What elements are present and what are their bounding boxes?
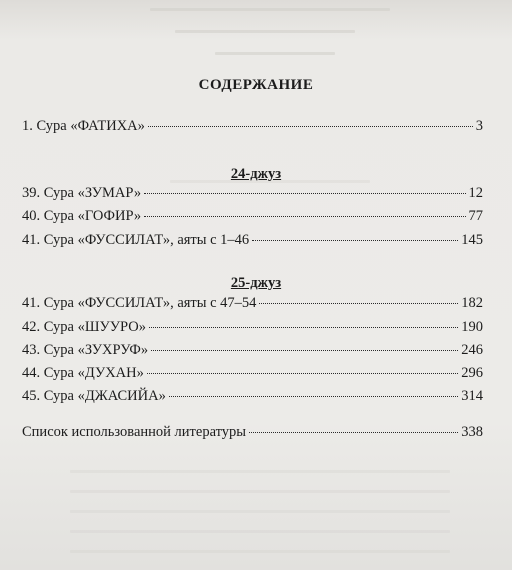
dot-leader (149, 327, 458, 328)
toc-entry-label: 44. Сура «ДУХАН» (22, 365, 144, 381)
toc-entry-fatiha[interactable] (22, 117, 483, 135)
toc-entry-label: 39. Сура «ЗУМАР» (22, 185, 142, 201)
toc-entry-page: 190 (461, 319, 483, 335)
dot-leader (169, 396, 458, 397)
toc-entry-page: 145 (461, 232, 483, 248)
toc-entry[interactable] (22, 231, 483, 249)
toc-entry[interactable] (22, 364, 483, 382)
toc-entry-page: 314 (461, 388, 483, 404)
toc-entry-label: 41. Сура «ФУССИЛАТ», аяты с 1–46 (22, 232, 250, 248)
dot-leader (249, 432, 458, 433)
toc-entry-bibliography[interactable] (22, 423, 483, 441)
toc-entry-page: 338 (461, 424, 483, 440)
toc-entry-page: 77 (468, 208, 483, 224)
toc-entry-page: 182 (461, 295, 483, 311)
section-heading-25: 25-джуз (230, 275, 282, 291)
dot-leader (151, 350, 458, 351)
dot-leader (148, 126, 473, 127)
dot-leader (144, 193, 465, 194)
toc-entry[interactable] (22, 318, 483, 336)
toc-entry[interactable] (22, 294, 483, 312)
toc-entry-label: Список использованной литературы (22, 424, 247, 440)
toc-entry[interactable] (22, 341, 483, 359)
toc-entry-label: 41. Сура «ФУССИЛАТ», аяты с 47–54 (22, 295, 257, 311)
dot-leader (259, 303, 458, 304)
toc-entry[interactable] (22, 184, 483, 202)
dot-leader (147, 373, 458, 374)
toc-entry-page: 246 (461, 342, 483, 358)
toc-entry-page: 3 (475, 118, 483, 134)
dot-leader (144, 216, 465, 217)
toc-entry[interactable] (22, 387, 483, 405)
toc-entry-label: 45. Сура «ДЖАСИЙА» (22, 388, 166, 404)
toc-title: СОДЕРЖАНИЕ (198, 77, 314, 93)
toc-entry[interactable] (22, 207, 483, 225)
dot-leader (252, 240, 458, 241)
toc-entry-label: 1. Сура «ФАТИХА» (22, 118, 145, 134)
section-heading-24: 24-джуз (230, 166, 282, 182)
toc-entry-label: 43. Сура «ЗУХРУФ» (22, 342, 149, 358)
toc-entry-page: 296 (461, 365, 483, 381)
toc-entry-label: 42. Сура «ШУУРО» (22, 319, 146, 335)
toc-entry-label: 40. Сура «ГОФИР» (22, 208, 142, 224)
toc-entry-page: 12 (468, 185, 483, 201)
